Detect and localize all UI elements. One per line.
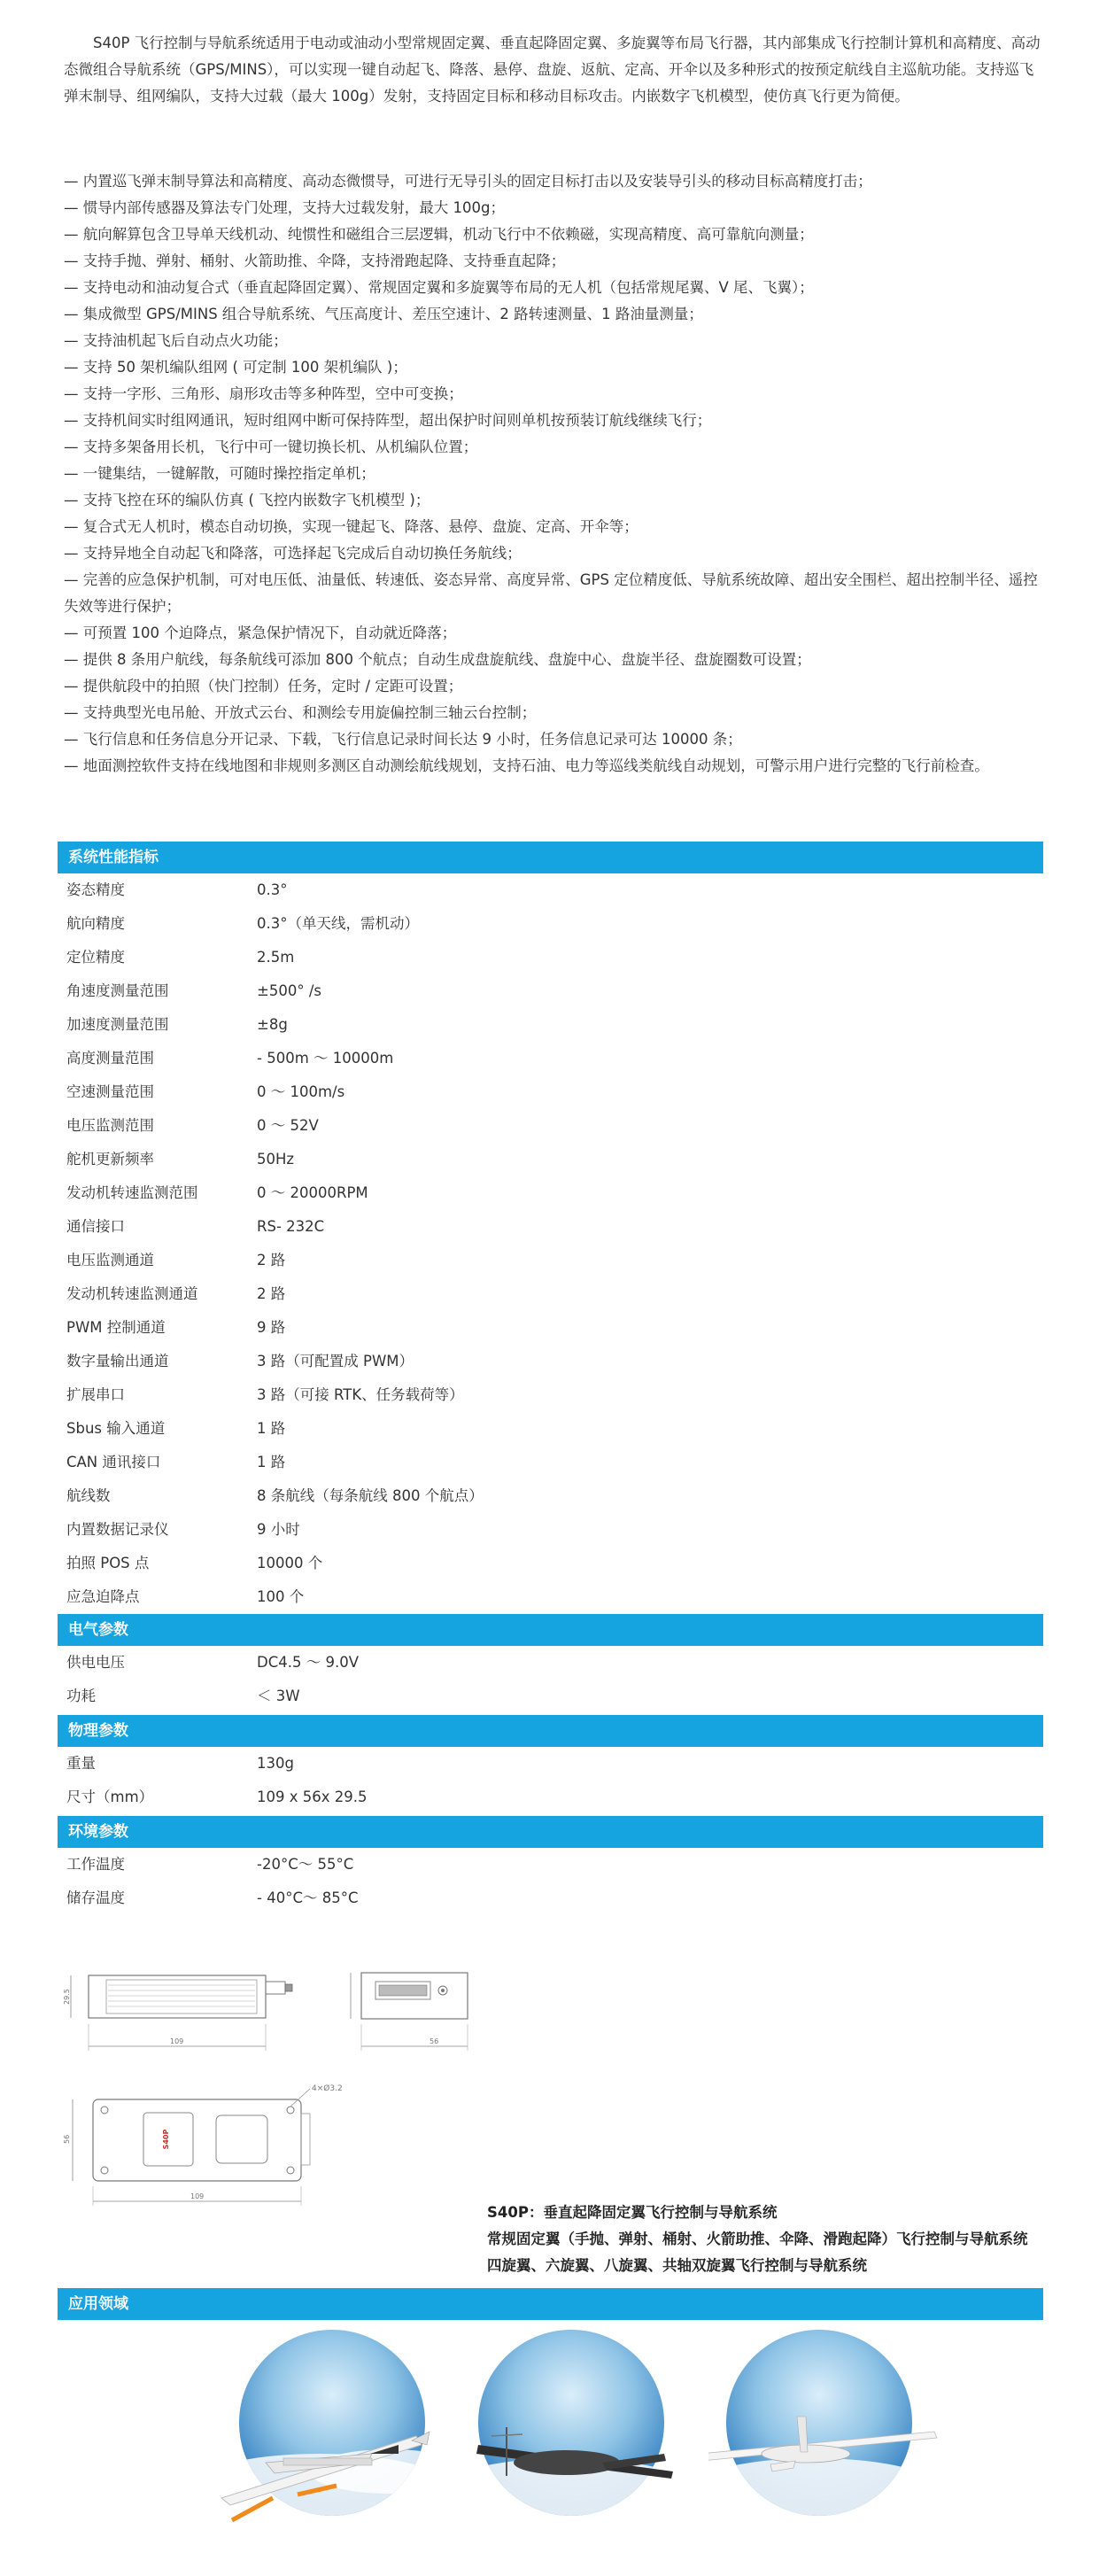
side-view-drawing: [62, 1962, 328, 2068]
spec-label: 定位精度: [66, 949, 125, 966]
spec-label: 航向精度: [66, 915, 125, 932]
feature-item: — 飞行信息和任务信息分开记录、下载，飞行信息记录时间长达 9 小时，任务信息记录可达 10000 条；: [64, 731, 742, 748]
model-list: [487, 2200, 1054, 2279]
spec-row: [58, 1345, 1043, 1378]
section-header-physical: [58, 1715, 1043, 1747]
spec-value: - 40°C～ 85°C: [257, 1889, 359, 1906]
dim-end-width: 56: [430, 2037, 439, 2045]
feature-item: — 支持 50 架机编队组网 ( 可定制 100 架机编队 )；: [64, 359, 407, 376]
spec-label: 内置数据记录仪: [66, 1521, 169, 1538]
spec-value: 3 路（可配置成 PWM）: [257, 1353, 414, 1369]
spec-value: 130g: [257, 1755, 294, 1772]
dim-top-length: 109: [190, 2192, 205, 2200]
feature-item: — 可预置 100 个迫降点，紧急保护情况下，自动就近降落；: [64, 625, 457, 641]
spec-table-performance: [58, 873, 1043, 1614]
spec-value: ＜ 3W: [257, 1688, 300, 1704]
spec-label: 尺寸（mm）: [66, 1788, 154, 1805]
spec-label: 姿态精度: [66, 881, 125, 898]
spec-value: 0.3°: [257, 881, 288, 898]
spec-label: CAN 通讯接口: [66, 1454, 161, 1470]
spec-label: 供电电压: [66, 1654, 125, 1671]
spec-row: [58, 1143, 1043, 1176]
feature-item: — 支持电动和油动复合式（垂直起降固定翼）、常规固定翼和多旋翼等布局的无人机（包括常规尾翼、V 尾、飞翼）；: [64, 279, 814, 296]
spec-row: [58, 1882, 1043, 1915]
spec-label: 航线数: [66, 1487, 111, 1504]
spec-value: 3 路（可接 RTK、任务载荷等）: [257, 1386, 464, 1403]
feature-item: — 地面测控软件支持在线地图和非规则多测区自动测绘航线规划，支持石油、电力等巡线类航线自动规划，可警示用户进行完整的飞行前检查。: [64, 757, 989, 774]
feature-item: — 内置巡飞弹末制导算法和高精度、高动态微惯导，可进行无导引头的固定目标打击以及安装导引头的移动目标高精度打击；: [64, 173, 872, 190]
spec-label: 通信接口: [66, 1218, 125, 1235]
spec-row: [58, 1646, 1043, 1680]
feature-item: — 支持飞控在环的编队仿真 ( 飞控内嵌数字飞机模型 )；: [64, 492, 430, 508]
spec-row: [58, 1311, 1043, 1345]
spec-label: 电压监测通道: [66, 1252, 154, 1269]
spec-label: 舵机更新频率: [66, 1151, 154, 1168]
spec-row: [58, 1513, 1043, 1547]
spec-value: DC4.5 ～ 9.0V: [257, 1654, 359, 1671]
spec-value: 0 ～ 100m/s: [257, 1083, 345, 1100]
fixed-wing-photo: [460, 2321, 682, 2542]
feature-item: — 一键集结，一键解散，可随时操控指定单机；: [64, 465, 375, 482]
spec-row: [58, 1008, 1043, 1042]
model-item: 四旋翼、六旋翼、八旋翼、共轴双旋翼飞行控制与导航系统: [487, 2257, 867, 2274]
spec-row: [58, 873, 1043, 907]
spec-value: 2 路: [257, 1252, 286, 1269]
spec-label: 拍照 POS 点: [66, 1555, 150, 1571]
spec-value: ±500° /s: [257, 982, 321, 999]
long-range-uav-photo: [708, 2321, 939, 2542]
section-title-performance: 系统性能指标: [68, 849, 159, 866]
model-item: S40P：垂直起降固定翼飞行控制与导航系统: [487, 2204, 778, 2221]
feature-item: — 航向解算包含卫导单天线机动、纯惯性和磁组合三层逻辑，机动飞行中不依赖磁，实现高精度、高可靠航向测量；: [64, 226, 814, 243]
spec-label: 功耗: [66, 1688, 96, 1704]
feature-item: — 支持手抛、弹射、桶射、火箭助推、伞降，支持滑跑起降、支持垂直起降；: [64, 252, 566, 269]
spec-value: 100 个: [257, 1588, 305, 1605]
section-header-electrical: [58, 1614, 1043, 1646]
dim-side-height: 29.5: [63, 1989, 71, 2005]
feature-item: — 支持典型光电吊舱、开放式云台、和测绘专用旋偏控制三轴云台控制；: [64, 704, 537, 721]
spec-row: [58, 907, 1043, 941]
spec-row: [58, 1747, 1043, 1781]
spec-row: [58, 1244, 1043, 1277]
feature-item: — 惯导内部传感器及算法专门处理，支持大过载发射，最大 100g；: [64, 199, 505, 216]
spec-label: 加速度测量范围: [66, 1016, 169, 1033]
spec-table-electrical: [58, 1646, 1043, 1713]
spec-value: 8 条航线（每条航线 800 个航点）: [257, 1487, 484, 1504]
spec-row: [58, 1109, 1043, 1143]
feature-item: — 复合式无人机时，模态自动切换，实现一键起飞、降落、悬停、盘旋、定高、开伞等；: [64, 518, 639, 535]
spec-row: [58, 1378, 1043, 1412]
spec-value: 9 路: [257, 1319, 286, 1336]
feature-item: — 完善的应急保护机制，可对电压低、油量低、转速低、姿态异常、高度异常、GPS 定位精度低、导航系统故障、超出安全围栏、超出控制半径、遥控失效等进行保护；: [64, 571, 1038, 615]
feature-item: — 集成微型 GPS/MINS 组合导航系统、气压高度计、差压空速计、2 路转速测量、1 路油量测量；: [64, 306, 703, 322]
spec-row: [58, 941, 1043, 974]
spec-row: [58, 1176, 1043, 1210]
feature-item: — 支持一字形、三角形、扇形攻击等多种阵型，空中可变换；: [64, 385, 463, 402]
spec-value: 0 ～ 20000RPM: [257, 1184, 368, 1201]
section-title-application: 应用领域: [68, 2295, 128, 2313]
spec-value: 0 ～ 52V: [257, 1117, 319, 1134]
spec-label: 空速测量范围: [66, 1083, 154, 1100]
spec-value: 2.5m: [257, 949, 295, 966]
spec-value: ±8g: [257, 1016, 288, 1033]
spec-row: [58, 1277, 1043, 1311]
feature-item: — 支持油机起飞后自动点火功能；: [64, 332, 288, 349]
spec-row: [58, 1210, 1043, 1244]
spec-label: 电压监测范围: [66, 1117, 154, 1134]
spec-row: [58, 1580, 1043, 1614]
section-header-environment: [58, 1816, 1043, 1848]
spec-label: PWM 控制通道: [66, 1319, 166, 1336]
top-view-drawing: [62, 2082, 363, 2215]
feature-item: — 提供 8 条用户航线，每条航线可添加 800 个航点；自动生成盘旋航线、盘旋中心、盘旋半径、盘旋圈数可设置；: [64, 651, 811, 668]
spec-label: 应急迫降点: [66, 1588, 140, 1605]
spec-value: 9 小时: [257, 1521, 300, 1538]
spec-value: 1 路: [257, 1454, 286, 1470]
spec-value: - 500m ～ 10000m: [257, 1050, 394, 1067]
spec-row: [58, 1075, 1043, 1109]
spec-label: 扩展串口: [66, 1386, 125, 1403]
spec-value: 50Hz: [257, 1151, 295, 1168]
section-header-performance: [58, 842, 1043, 873]
feature-item: — 提供航段中的拍照（快门控制）任务，定时 / 定距可设置；: [64, 678, 463, 694]
spec-value: 109 x 56x 29.5: [257, 1788, 368, 1805]
dim-top-width: 56: [63, 2134, 71, 2144]
spec-row: [58, 1547, 1043, 1580]
spec-row: [58, 1042, 1043, 1075]
spec-label: 发动机转速监测通道: [66, 1285, 198, 1302]
feature-item: — 支持异地全自动起飞和降落，可选择起飞完成后自动切换任务航线；: [64, 545, 522, 562]
spec-label: Sbus 输入通道: [66, 1420, 166, 1437]
spec-value: -20°C～ 55°C: [257, 1856, 354, 1873]
hole-note: 4×Ø3.2: [312, 2084, 343, 2093]
model-item: 常规固定翼（手抛、弹射、桶射、火箭助推、伞降、滑跑起降）飞行控制与导航系统: [487, 2231, 1028, 2247]
section-title-physical: 物理参数: [68, 1722, 128, 1740]
spec-table-physical: [58, 1747, 1043, 1814]
svg-text:S40P: S40P: [162, 2129, 170, 2150]
spec-value: RS- 232C: [257, 1218, 325, 1235]
spec-value: 10000 个: [257, 1555, 323, 1571]
spec-value: 0.3°（单天线，需机动）: [257, 915, 419, 932]
spec-row: [58, 1446, 1043, 1479]
vtol-fixed-wing-photo: [213, 2321, 434, 2542]
section-title-electrical: 电气参数: [68, 1621, 128, 1639]
spec-value: 1 路: [257, 1420, 286, 1437]
spec-row: [58, 1848, 1043, 1882]
section-header-application: [58, 2288, 1043, 2320]
feature-list: [64, 168, 1045, 780]
feature-item: — 支持机间实时组网通讯，短时组网中断可保持阵型，超出保护时间则单机按预装订航线继续飞行；: [64, 412, 712, 429]
spec-row: [58, 1479, 1043, 1513]
spec-row: [58, 1680, 1043, 1713]
spec-table-environment: [58, 1848, 1043, 1915]
spec-label: 重量: [66, 1755, 96, 1772]
feature-item: — 支持多架备用长机，飞行中可一键切换长机、从机编队位置；: [64, 438, 478, 455]
spec-value: 2 路: [257, 1285, 286, 1302]
spec-label: 发动机转速监测范围: [66, 1184, 198, 1201]
intro-paragraph: S40P 飞行控制与导航系统适用于电动或油动小型常规固定翼、垂直起降固定翼、多旋翼等布局飞行器，其内部集成飞行控制计算机和高精度、高动态微组合导航系统（GPS/MINS），可以实现一键自动起飞、降落、悬停、盘旋、返航、定高、开伞以及多种形式的按预定航线自主巡航功能。支持巡飞弹末制导、组网编队，支持大过载（最大 100g）发射，支持固定目标和移动目标攻击。内嵌数字飞机模型，使仿真飞行更为简便。: [64, 35, 1041, 105]
spec-row: [58, 1781, 1043, 1814]
spec-label: 储存温度: [66, 1889, 125, 1906]
dim-side-length: 109: [170, 2037, 184, 2045]
spec-label: 高度测量范围: [66, 1050, 154, 1067]
spec-label: 工作温度: [66, 1856, 125, 1873]
section-title-environment: 环境参数: [68, 1823, 128, 1841]
end-view-drawing: [345, 1962, 478, 2068]
spec-row: [58, 974, 1043, 1008]
spec-label: 角速度测量范围: [66, 982, 169, 999]
spec-row: [58, 1412, 1043, 1446]
spec-label: 数字量输出通道: [66, 1353, 169, 1369]
